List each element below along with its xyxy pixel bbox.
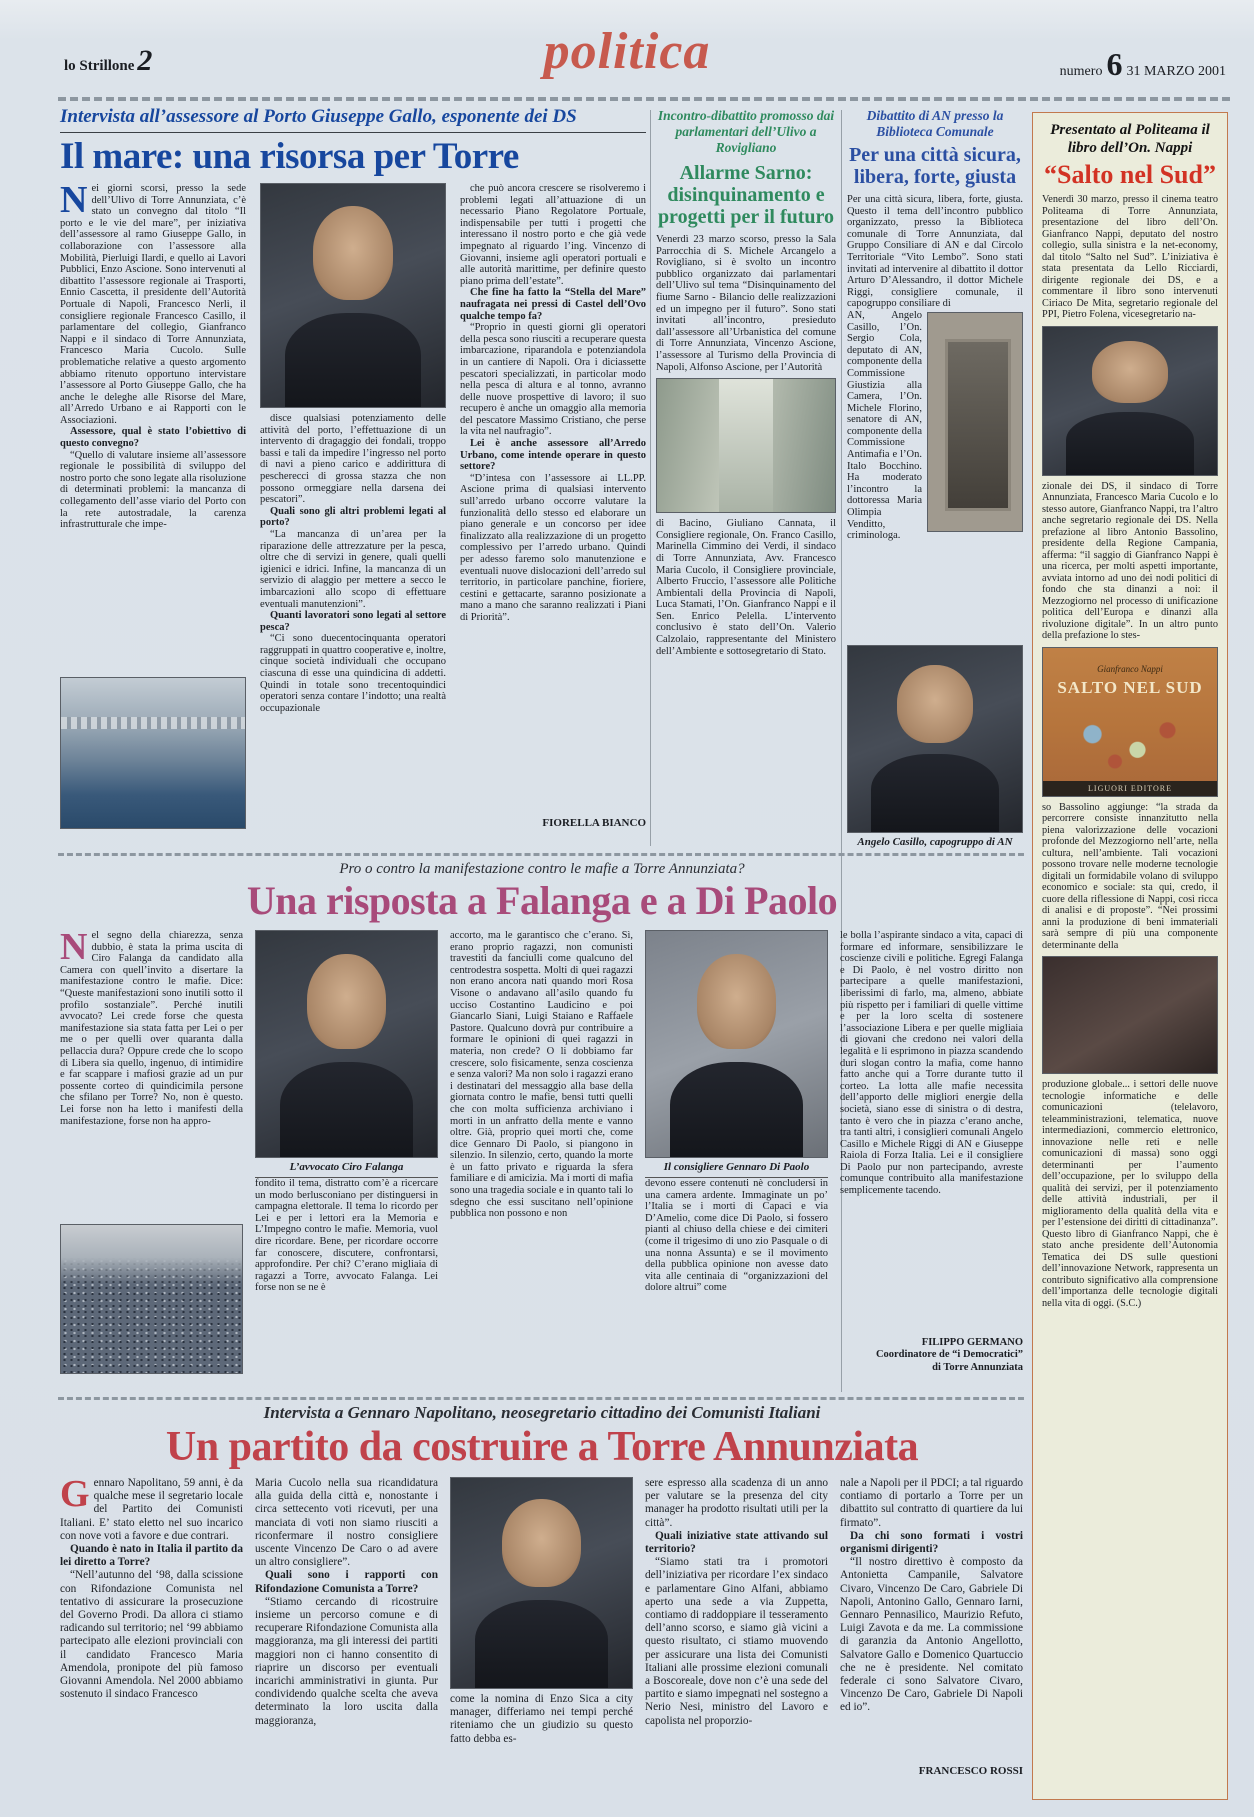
issue-info [1060,46,1226,83]
text-column [645,1477,828,1777]
body-paragraph: fondito il tema, distratto com’è a ricercare un modo berlusconiano per distinguersi in campagna elettorale. Il tema lo ricordo per Lei e per i lettori era la Memoria e L’Impegno contro le mafie. Memoria, vuol dire ricordare. Bene, per ricordare occorre far conoscere, discutere, confrontarsi, approfondire. Per chi? C’erano migliaia di ragazzi a Torre, avvocato Falanga. Lei forse non se ne è [255,1178,438,1294]
interview-question: Assessore, qual è stato l’obiettivo di questo convegno? [60,426,246,450]
body-paragraph: che può ancora crescere se risolveremo i problemi legati all’attuazione di un necessario Piano Regolatore Portuale, indispensabile per tutti i progetti che interessano il nostro porto e che già vede impegnato al riguardo l’ing. Vincenzo di Giovanni, insieme agli operatori portuali e alle autorità marittime, per definire questo piano prima dell’estate”. [460,183,646,287]
text-column [260,183,446,829]
body-paragraph: “Quello di valutare insieme all’assessore regionale le possibilità di sviluppo del nostro porto che sono legate alla risoluzione di determinati problemi: la mancanza di collegamento dell’asse viario del Porto con la rete autostradale, la carenza infrastrutturale che impe- [60,449,246,531]
body-paragraph: produzione globale... i settori delle nuove tecnologie informatiche e delle comunicazioni (telelavoro, teleamministrazioni, telematica, nuove intermediazioni, commercio elettronico, innovazione nelle reti e nelle comunicazioni di massa) sono oggi determinanti per l’aumento dell’occupazione, per lo sviluppo della qualità dei servizi, per il potenziamento delle attività industriali, per il miglioramento della qualità della vita e per l’estensione dei diritti di cittadinanza”. Questo libro di Gianfranco Nappi, che è stato anche presidente dell’Autonomia Tematica dei DS sulle questioni dell’innovazione Network, rappresenta un contributo significativo alla comprensione dell’importanza delle tecnologie digitali nella vita di oggi. (S.C.) [1042,1079,1218,1309]
photo-caption: L’avvocato Ciro Falanga [255,1158,438,1178]
body-paragraph: Venerdì 30 marzo, presso il cinema teatro Politeama di Torre Annunziata, presentazione del libro dell’On. Gianfranco Nappi, deputato del nostro collegio, sulla sinistra e la net-economy, dal titolo “Salto nel Sud”. L’iniziativa è stata presentata da Lello Ricciardi, dirigente regionale dei DS, e a commentare il libro sono intervenuti Ciriaco De Mita, segretario regionale del PPI, Pietro Folena, vicesegretario na- [1042,194,1218,320]
column-divider [650,110,651,846]
body-paragraph: Gennaro Napolitano, 59 anni, è da qualche mese il segretario locale del Partito dei Comunisti Italiani. E’ stato eletto nel suo incarico con nove voti a favore e due contrari. [60,1477,243,1542]
body-paragraph: “Nell’autunno del ‘98, dalla scissione con Rifondazione Comunista nel tentativo di assicurare la prosecuzione del Governo Prodi. Da allora ci stiamo radicando sul territorio; nel ‘99 abbiamo partecipato alle elezioni provinciali con il candidato Francesco Maria Amendola, pronipote del più famoso Giovanni Amendola. Nel 2000 abbiamo sostenuto il sindaco Francesco [60,1569,243,1701]
issue-date: 31 MARZO 2001 [1126,64,1226,79]
article-il-mare [60,106,646,846]
text-column [840,930,1023,1374]
book-cover [1042,647,1218,797]
body-paragraph: so Bassolino aggiunge: “la strada da percorrere consiste innanzitutto nella piena valorizzazione delle vocazioni profonde del Mezzogiorno nell’arte, nella cultura, nell’ambiente. Tali vocazioni possono trovare nelle moderne tecnologie digitali un formidabile volano di sviluppo economico e sociale: sta qui, credo, il cuore della riflessione di Nappi, così ricca di analisi e di proposte”. “Nei prossimi anni la produzione di beni immateriali sarà sempre di più una componente determinante della [1042,801,1218,951]
body-paragraph: “Il nostro direttivo è composto da Antonietta Campanile, Salvatore Civaro, Vincenzo De Caro, Gabriele Di Napoli, Antonino Gallo, Gennaro Iarni, Gennaro Pennasilico, Maurizio Refuto, Luigi Zavota e da me. La commissione di garanzia da Antonio Angellotto, Salvatore Gallo e Domenico Quartuccio che ne è presidente. Nel comitato federale ci sono Salvatore Civaro, Vincenzo De Caro, Gabriele Di Napoli ed io”. [840,1556,1023,1714]
body-paragraph: “Stiamo cercando di ricostruire insieme un percorso comune e di recuperare Rifondazione Comunista alla maggioranza, ma gli interessi dei partiti maggiori non ci hanno consentito di riaprire un discorso per eventuali incarichi amministrativi in giunta. Pur condividendo qualche scelta che aveva determinato la loro uscita dalla maggioranza, [255,1595,438,1727]
book-cover-art [1055,703,1205,781]
body-paragraph: devono essere contenuti nè concludersi in una camera ardente. Immaginate un po’ l’Italia se i morti di Capaci e via D’Amelio, come dice Di Paolo, si fossero pianti al chiuso della chiese e dei cimiteri (come il trigesimo di uno zio Pasquale o di una nonna Assunta) e se il movimento della pubblica opinione non avesse dato vita alle centinaia di “organizzazioni del dolore altrui” come [645,1178,828,1294]
book-author: Gianfranco Nappi [1097,663,1163,674]
gennaro-napolitano-photo [450,1477,633,1689]
body-paragraph: nale a Napoli per il PDCI; a tal riguardo contiamo di portarlo a Torre per un dibattito sul contratto di quartiere da lui firmato”. [840,1477,1023,1529]
angelo-casillo-photo [847,645,1023,833]
text-column [60,183,246,829]
interview-question: Quando è nato in Italia il partito da lei diretto a Torre? [60,1543,243,1569]
article-citta-sicura [847,108,1023,852]
sidebar-salto-nel-sud [1032,112,1228,1800]
article-kicker: Dibattito di AN presso la Biblioteca Comunale [866,108,1004,139]
interview-question: Quanti lavoratori sono legati al settore pesca? [260,610,446,633]
gianfranco-nappi-photo [1042,326,1218,476]
text-column [60,1477,243,1777]
gennaro-di-paolo-photo [645,930,828,1158]
body-paragraph: di Bacino, Giuliano Cannata, il Consigliere regionale, On. Franco Casillo, Marinella Cimmino dei Verdi, il sindaco di Torre Annunziata, Avv. Francesco Maria Cucolo, il Consigliere provinciale, Alberto Fruccio, l’assessore alle Politiche Ambientali della Provincia di Napoli, Luca Stamati, l’On. Gianfranco Nappi e il Sen. Enrico Pelella. L’intervento conclusivo è stato dell’On. Valerio Calzolaio, rappresentante del Ministero dell’Ambiente e sottosegretario di Stato. [656,518,836,657]
text-column [60,930,243,1374]
header-divider [58,97,1230,101]
text-column [255,930,438,1374]
body-paragraph: accorto, ma le garantisco che c’erano. Sì, erano proprio ragazzi, non comunisti travestiti da fanciulli come qualcuno del centrodestra sospetta. Molti di quei ragazzi non erano ancora nati quando morì Rosa Visone o andavano all’asilo quando fu ucciso Costantino Laudicino e poi Giancarlo Siani, Luigi Staiano e Raffaele Pastore. Qualcuno dovrà pur contribuire a formare le opinioni di quei ragazzi in materia, non crede? O li dobbiamo far crescere, solo fisicamente, senza coscienza e senza valori? Ma non solo i ragazzi erano i destinatari del messaggio alla base della giornata contro le mafie, bensì tutti quelli che con molta sufficienza archiviano i morti in un anfratto della mente e vanno oltre. Già, proprio quei morti che, come dice Gennaro Di Paolo, si piangono in silenzio. In silenzio, certo, quando la morte è un fatto privato e riguarda la sfera familiare e di amicizia. Ma i morti di mafia sono una tragedia sociale e in quanto tali lo sdegno che essi suscitano nell’opinione pubblica non possono e non [450,930,633,1220]
interview-question: Quali iniziative state attivando sul territorio? [645,1529,828,1556]
article-kicker: Intervista a Gennaro Napolitano, neosegretario cittadino dei Comunisti Italiani [263,1403,821,1422]
text-column [840,1477,1023,1777]
interview-question: Quali sono i rapporti con Rifondazione Comunista a Torre? [255,1569,438,1595]
body-paragraph: zionale dei DS, il sindaco di Torre Annunziata, Francesco Maria Cucolo e lo stesso autore, Gianfranco Nappi, tra l’altro anche segretario regionale dei DS. Nella prefazione al libro Antonio Bassolino, presidente della Regione Campania, afferma: “il saggio di Gianfranco Nappi è una ricerca, per molti aspetti importante, avviata intorno ad uno dei nodi politici di fondo che sta dinanzi a noi: il Mezzogiorno nel processo di unificazione politica dell’Europa e dinanzi alla rivoluzione digitale”. In un altro punto della prefazione lo stes- [1042,480,1218,641]
old-window-photo [927,312,1023,532]
drop-cap: G [60,1477,90,1515]
text-column [450,1477,633,1777]
body-paragraph: Nel segno della chiarezza, senza dubbio, è stata la prima uscita di Ciro Falanga da candidato alla Camera con quell’invito a disertare la manifestazione contro le mafie. Dice: “Queste manifestazioni sono inutili sotto il profilo sostanziale”. Perché inutili avvocato? Lei crede forse che questa manifestazione sia stata fatta per Lei o per me o per quelli over quaranta dalla pellaccia dura? Oppure crede che lo scopo di Libera sia quello, ingenuo, di intimidire e far scappare i mafiosi grazie ad un pur possente corteo di quindicimila persone che sfilano per Torre? No, non è questo. Lei forse non ha letto i manifesti della manifestazione, forse non ha appro- [60,930,243,1127]
giuseppe-gallo-photo [260,183,446,408]
text-column [645,930,828,1374]
interview-question: Che fine ha fatto la “Stella del Mare” naufragata nei pressi di Castel dell’Ovo qualche tempo fa? [460,287,646,322]
photo-caption: Il consigliere Gennaro Di Paolo [645,1158,828,1178]
article-headline: Il mare: una risorsa per Torre [60,136,519,177]
article-headline: Per una città sicura, libera, forte, giusta [849,144,1021,188]
article-risposta-falanga [60,861,1024,1395]
page-number: 2 [137,44,153,77]
body-paragraph: “D’intesa con l’assessore ai LL.PP. Ascione prima di qualsiasi intervento sull’arredo urbano occorre valutare la funzionalità dello stesso ed elaborare un piano generale e un concorso per idee finalizzato alla realizzazione di un progetto complessivo per l’arredo urbano. Quindi per adesso faremo solo manutenzione e eventuali nuove dislocazioni dell’arredo sul territorio, in particolare panchine, fioriere, cestini e gettacarte, saranno posizionate a mano a mano che saranno realizzati i Piani di Priorità”. [460,472,646,623]
book-publisher: LIGUORI EDITORE [1043,781,1217,796]
issue-word: numero [1059,64,1103,79]
article-kicker: Intervista all’assessore al Porto Giuseppe Gallo, esponente dei DS [60,106,646,133]
article-kicker: Incontro-dibattito promosso dai parlamentari dell’Ulivo a Rovigliano [657,108,835,155]
interview-question: Da chi sono formati i vostri organismi dirigenti? [840,1529,1023,1556]
body-paragraph: Per una città sicura, libera, forte, giusta. Questo il tema dell’incontro pubblico organizzato, presso la Biblioteca comunale di Torre Annunziata, dal Gruppo Consiliare di AN e dal Circolo Territoriale “Vito Lembo”. Sono stati invitati ad intervenire al dibattito il dottor Arturo D’Alessandro, il dottor Michele Riggi, consigliere comunale, il capogruppo consiliare di [847,194,1023,310]
book-title: SALTO NEL SUD [1057,677,1203,697]
article-kicker: Presentato al Politeama il libro dell’On. Nappi [1050,122,1210,156]
body-paragraph: “Siamo stati tra i promotori dell’iniziativa per ricordare l’ex sindaco e parlamentare Gino Alfani, abbiamo aperto una sede a via Zuppetta, contiamo di raddoppiare il tesseramento dell’anno scorso, e siamo già vicini a questo risultato, ci stiamo muovendo per assicurare una lista dei Comunisti Italiani alle prossime elezioni comunali a Boscoreale, dove non c’è una sede del partito e siamo impegnati nel sostegno a Nerio Nesi, ministro del Lavoro e capolista nel proporzio- [645,1556,828,1727]
sarno-river-photo [656,378,836,513]
body-paragraph: come la nomina di Enzo Sica a city manager, differiamo nei tempi perché riteniamo che un giudizio su questo fatto debba es- [450,1693,633,1745]
article-kicker: Pro o contro la manifestazione contro le mafie a Torre Annunziata? [339,861,745,877]
body-paragraph: AN, Angelo Casillo, l’On. Sergio Cola, deputato di AN, componente della Commissione Giustizia alla Camera, l’On. Michele Florino, senatore di AN, componente della Commissione Antimafia e l’On. Italo Bocchino. Ha moderato l’incontro la dottoressa Maria Olimpia Venditto, criminologa. [847,309,922,542]
body-paragraph: le bolla l’aspirante sindaco a vita, capaci di formare ed informare, sensibilizzare le coscienze civili e politiche. Egregi Falanga e Di Paolo, è nel vostro diritto non partecipare a quelle manifestazioni, liberissimi di farlo, ma, almeno, abbiate più rispetto per i familiari di quelle vittime e per la loro scelta di sostenere l’associazione Libera e per quelle migliaia di giovani che credono nei valori della legalità e li esprimono in piazza scandendo duri slogan contro la mafia, come hanno fatto anche qui a Torre durante tutto il corteo. La lotta alle mafie necessita dell’apporto delle migliori energie della società, siano esse di sinistra o di destra, tanto è vero che in piazza c’erano anche, tra tanti altri, i consiglieri comunali Angelo Casillo e Michele Riggi di AN e Giuseppe Raiola di Forza Italia. Lei e il consigliere Di Paolo pur non partecipando, avreste comunque contribuito alla manifestazione semplicemente tacendo. [840,930,1023,1197]
byline: FRANCESCO ROSSI [918,1765,1023,1777]
byline: FILIPPO GERMANO Coordinatore de “i Democratici” di Torre Annunziata [875,1336,1023,1373]
harbor-photo [60,677,246,829]
body-paragraph: Maria Cucolo nella sua ricandidatura alla guida della città e, nonostante i circa settecento voti ricevuti, per una manciata di voti non siamo riusciti a riconfermare il nostro consigliere uscente Vincenzo De Caro o ad avere un altro consigliere”. [255,1477,438,1569]
demonstration-crowd-photo [60,1224,243,1374]
article-headline: “Salto nel Sud” [1044,160,1216,189]
article-headline: Allarme Sarno: disinquinamento e progetti per il futuro [657,162,835,228]
text-column [450,930,633,1374]
article-headline: Un partito da costruire a Torre Annunziata [165,1424,919,1470]
body-paragraph: Venerdì 23 marzo scorso, presso la Sala Parrocchia di S. Michele Arcangelo a Rovigliano, si è svolto un incontro pubblico organizzato dai parlamentari dell’Ulivo sul tema “Disinquinamento del fiume Sarno - Bilancio delle realizzazioni ed un impegno per il futuro”. Sono stati invitati all’incontro, presieduto dall’assessore all’Urbanistica del comune di Torre Annunziata, Vincenzo Ascione, l’assessore al Turismo della Provincia di Napoli, Alfonso Ascione, per l’Autorità [656,234,836,373]
section-divider [58,853,1024,856]
masthead-title: lo Strillone [64,58,135,74]
drop-cap: N [60,930,88,968]
article-headline: Una risposta a Falanga e a Di Paolo [246,878,838,923]
body-paragraph: “Ci sono duecentocinquanta operatori raggruppati in quattro cooperative e, inoltre, cinque società individuali che occupano ciascuna di esse una quindicina di addetti. Quindi in totale sono trecentoquindici operatori senza contare l’indotto; una realtà occupazionale [260,633,446,714]
ciro-falanga-photo [255,930,438,1158]
body-paragraph: “La mancanza di un’area per la riparazione delle attrezzature per la pesca, oltre che di servizi in genere, quali quelli igienici e idrici. Infine, la mancanza di un servizio di alaggio per mettere a secco le imbarcazioni allo scopo di effettuare eventuali manutenzioni”. [260,528,446,610]
issue-number: 6 [1106,46,1123,82]
section-title: politica [543,23,711,80]
body-paragraph: Nei giorni scorsi, presso la sede dell’Ulivo di Torre Annunziata, c’è stato un convegno dal titolo “Il porto e le vie del mare”, per iniziativa dell’assessore al ramo Giuseppe Gallo, in collaborazione con l’assessore alla Mobilità, Pierluigi Ilardi, e quello ai Lavori Pubblici, Enzo Ascione. Sono intervenuti al dibattito l’assessore regionale ai Trasporti, Ennio Cascetta, il presidente dell’Autorità Portuale di Napoli, Francesco Nerli, il consigliere regionale Francesco Casillo, il parlamentare del collegio, Gianfranco Nappi e il sindaco di Torre Annunziata, Francesco Maria Cucolo. Sulle problematiche relative a questo argomento abbiamo ritenuto opportuno intervistare l’assessore al Porto Giuseppe Gallo, che ha anche le deleghe alle Risorse del Mare, all’Arredo Urbano e ai Rapporti con le Associazioni. [60,183,246,426]
photo-caption: Angelo Casillo, capogruppo di AN [857,836,1013,848]
interview-question: Lei è anche assessore all’Arredo Urbano, come intende operare in questo settore? [460,438,646,473]
body-paragraph: “Proprio in questi giorni gli operatori della pesca sono riusciti a recuperare questa imbarcazione, riparandola e potenziandola in un cantiere di Napoli. Ora i diciassette pescatori specializzati, in particolar modo nella pesca di altura e al tonno, avranno delle nuove prospettive di lavoro; il suo recupero è anche un omaggio alla memoria del pescatore Massimo Cristiano, che perse la vita nel naufragio”. [460,322,646,438]
section-divider [58,1397,1024,1400]
body-paragraph: disce qualsiasi potenziamento delle attività del porto, l’effettuazione di un intervento di dragaggio dei fondali, troppo bassi e tali da impedire l’ingresso nel porto di navi a pieno carico e addirittura di pescherecci di grossa stazza che non possono ormeggiare nella darsena dei pescatori”. [260,413,446,506]
text-column [460,183,646,829]
text-column [255,1477,438,1777]
drop-cap: N [60,183,88,221]
body-paragraph: sere espresso alla scadenza di un anno per valutare se la presenza del city manager ha prodotto risultati utili per la città”. [645,1477,828,1529]
interview-question: Quali sono gli altri problemi legati al porto? [260,505,446,529]
speaker-podium-photo [1042,956,1218,1074]
article-partito-da-costruire [60,1403,1024,1807]
byline: FIORELLA BIANCO [542,817,646,829]
article-allarme-sarno [656,108,836,846]
